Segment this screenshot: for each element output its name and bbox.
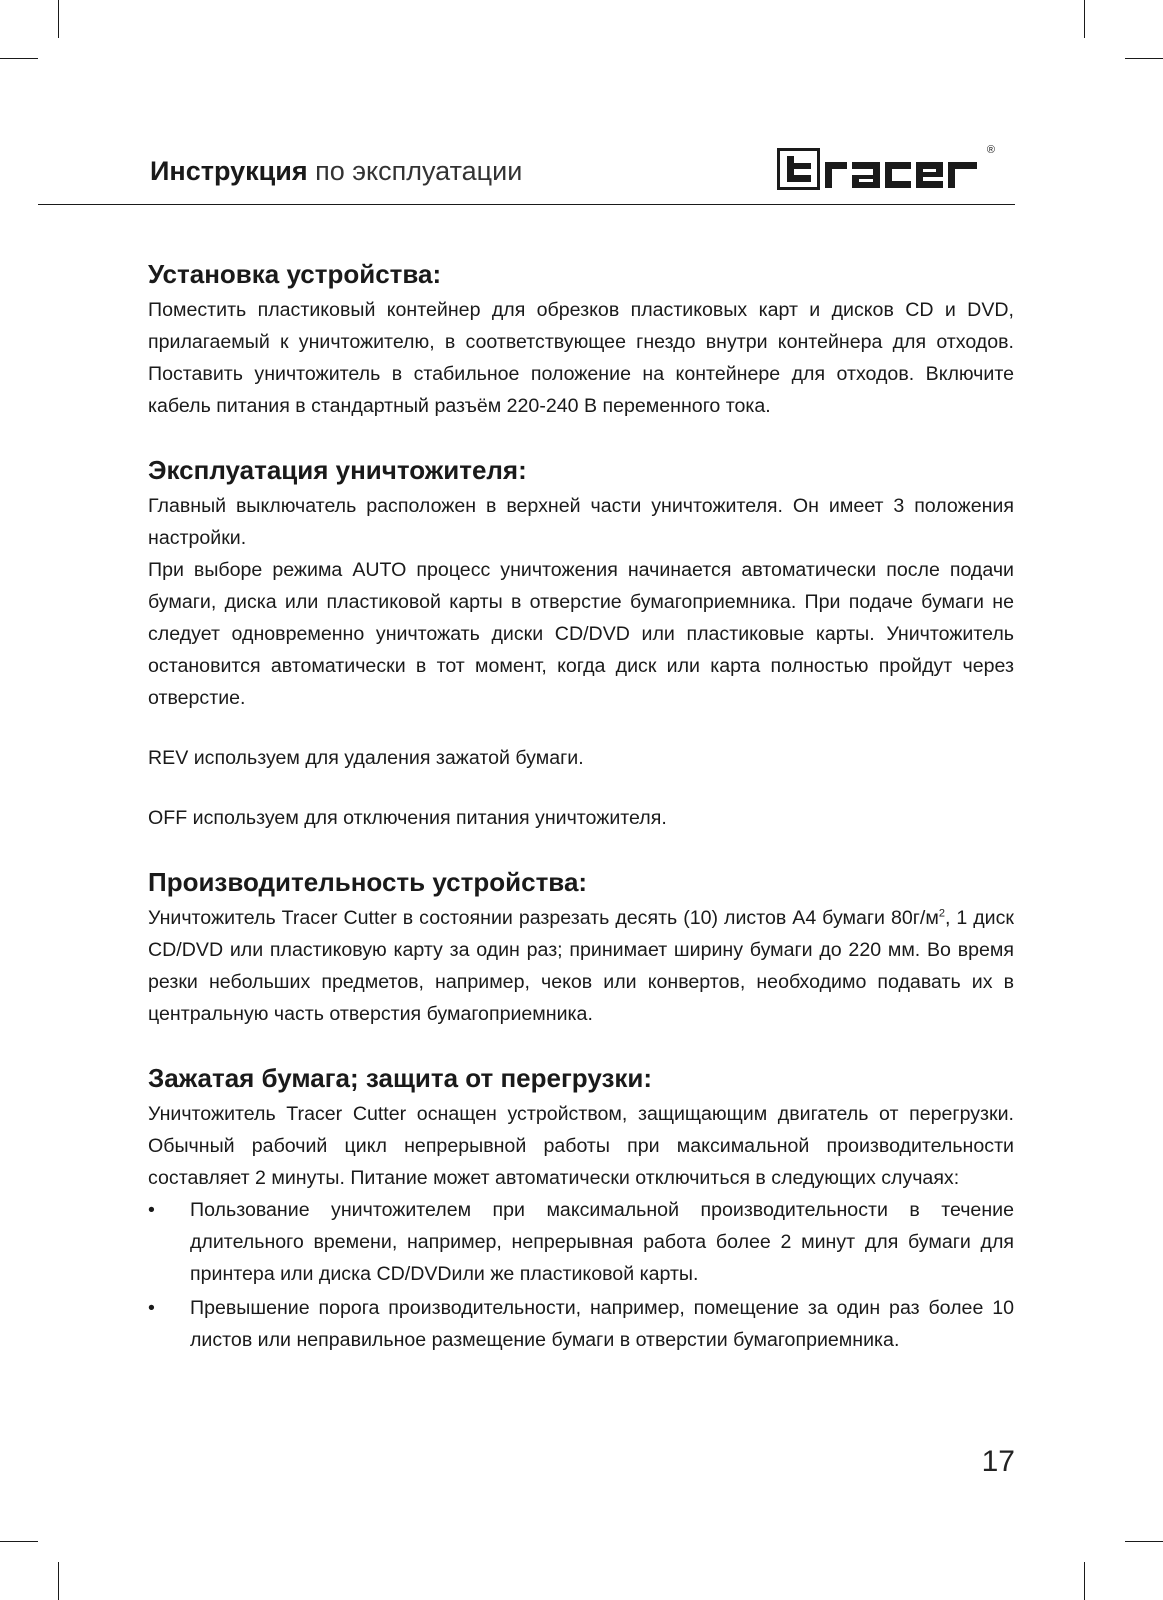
bullet-list [148, 1194, 1014, 1356]
section-performance [148, 864, 1014, 1030]
section-operation [148, 452, 1014, 834]
paragraph: REV используем для удаления зажатой бумаги. [148, 747, 584, 769]
tracer-logo [777, 144, 995, 190]
paragraph-text: Уничтожитель Tracer Cutter в состоянии разрезать десять (10) листов A4 бумаги 80г/м [148, 907, 939, 929]
list-item-text: Превышение порога производительности, например, помещение за один раз более 10 листов или неправильное размещение бумаги в отверстии бумагоприемника. [190, 1297, 1014, 1351]
list-item-text: Пользование уничтожителем при максимальной производительности в течение длительного времени, например, непрерывная работа более 2 минут для бумаги для принтера или диска CD/DVDили же пластиковой карты. [190, 1199, 1014, 1285]
crop-mark-top-right-vertical [1084, 0, 1085, 38]
section-title: Производительность устройства: [148, 867, 588, 897]
paragraph: Главный выключатель расположен в верхней части уничтожителя. Он имеет 3 положения настройки. [148, 495, 1014, 549]
crop-mark-bottom-left-horizontal [0, 1541, 38, 1542]
document-body [148, 256, 1014, 1356]
crop-mark-top-right-horizontal [1125, 58, 1163, 59]
crop-mark-bottom-left-vertical [58, 1562, 59, 1600]
paragraph: OFF используем для отключения питания уничтожителя. [148, 807, 667, 829]
tracer-logo-graphic [777, 148, 993, 190]
superscript: 2 [938, 907, 945, 920]
crop-mark-bottom-right-horizontal [1125, 1541, 1163, 1542]
section-installation [148, 256, 1014, 422]
header-title-rest: по эксплуатации [307, 156, 523, 186]
crop-mark-top-left-vertical [58, 0, 59, 38]
header-title-bold: Инструкция [150, 156, 308, 186]
paragraph-text: , 1 диск CD/DVD или пластиковую карту за один раз; принимает ширину бумаги до 220 мм. Во время резки небольших предметов, например, чеков или конвертов, необходимо подавать их в центральную часть отверстия бумагоприемника. [148, 907, 1014, 1025]
paragraph [148, 902, 1014, 1030]
bullet-dot: • [148, 1199, 155, 1221]
crop-mark-top-left-horizontal [0, 58, 38, 59]
section-title: Зажатая бумага; защита от перегрузки: [148, 1063, 653, 1093]
registered-mark: ® [986, 144, 995, 156]
page-header [38, 138, 1015, 205]
list-item [148, 1292, 1014, 1356]
header-title [150, 155, 522, 187]
section-jam-overload [148, 1060, 1014, 1356]
page-number: 17 [981, 1445, 1015, 1478]
section-title: Установка устройства: [148, 259, 442, 289]
paragraph: Поместить пластиковый контейнер для обрезков пластиковых карт и дисков CD и DVD, прилагаемый к уничтожителю, в соответствующее гнездо внутри контейнера для отходов. Поставить уничтожитель в стабильное положение на контейнере для отходов. Включите кабель питания в стандартный разъём 220-240 В переменного тока. [148, 299, 1014, 417]
list-item [148, 1194, 1014, 1290]
section-title: Эксплуатация уничтожителя: [148, 455, 527, 485]
paragraph: При выборе режима AUTO процесс уничтожения начинается автоматически после подачи бумаги, диска или пластиковой карты в отверстие бумагоприемника. При подаче бумаги не следует одновременно уничтожать диски CD/DVD или пластиковые карты. Уничтожитель остановится автоматически в тот момент, когда диск или карта полностью пройдут через отверстие. [148, 559, 1014, 709]
paragraph: Уничтожитель Tracer Cutter оснащен устройством, защищающим двигатель от перегрузки. Обычный рабочий цикл непрерывной работы при максимальной производительности составляет 2 минуты. Питание может автоматически отключиться в следующих случаях: [148, 1103, 1014, 1189]
bullet-dot: • [148, 1297, 155, 1319]
crop-mark-bottom-right-vertical [1084, 1562, 1085, 1600]
